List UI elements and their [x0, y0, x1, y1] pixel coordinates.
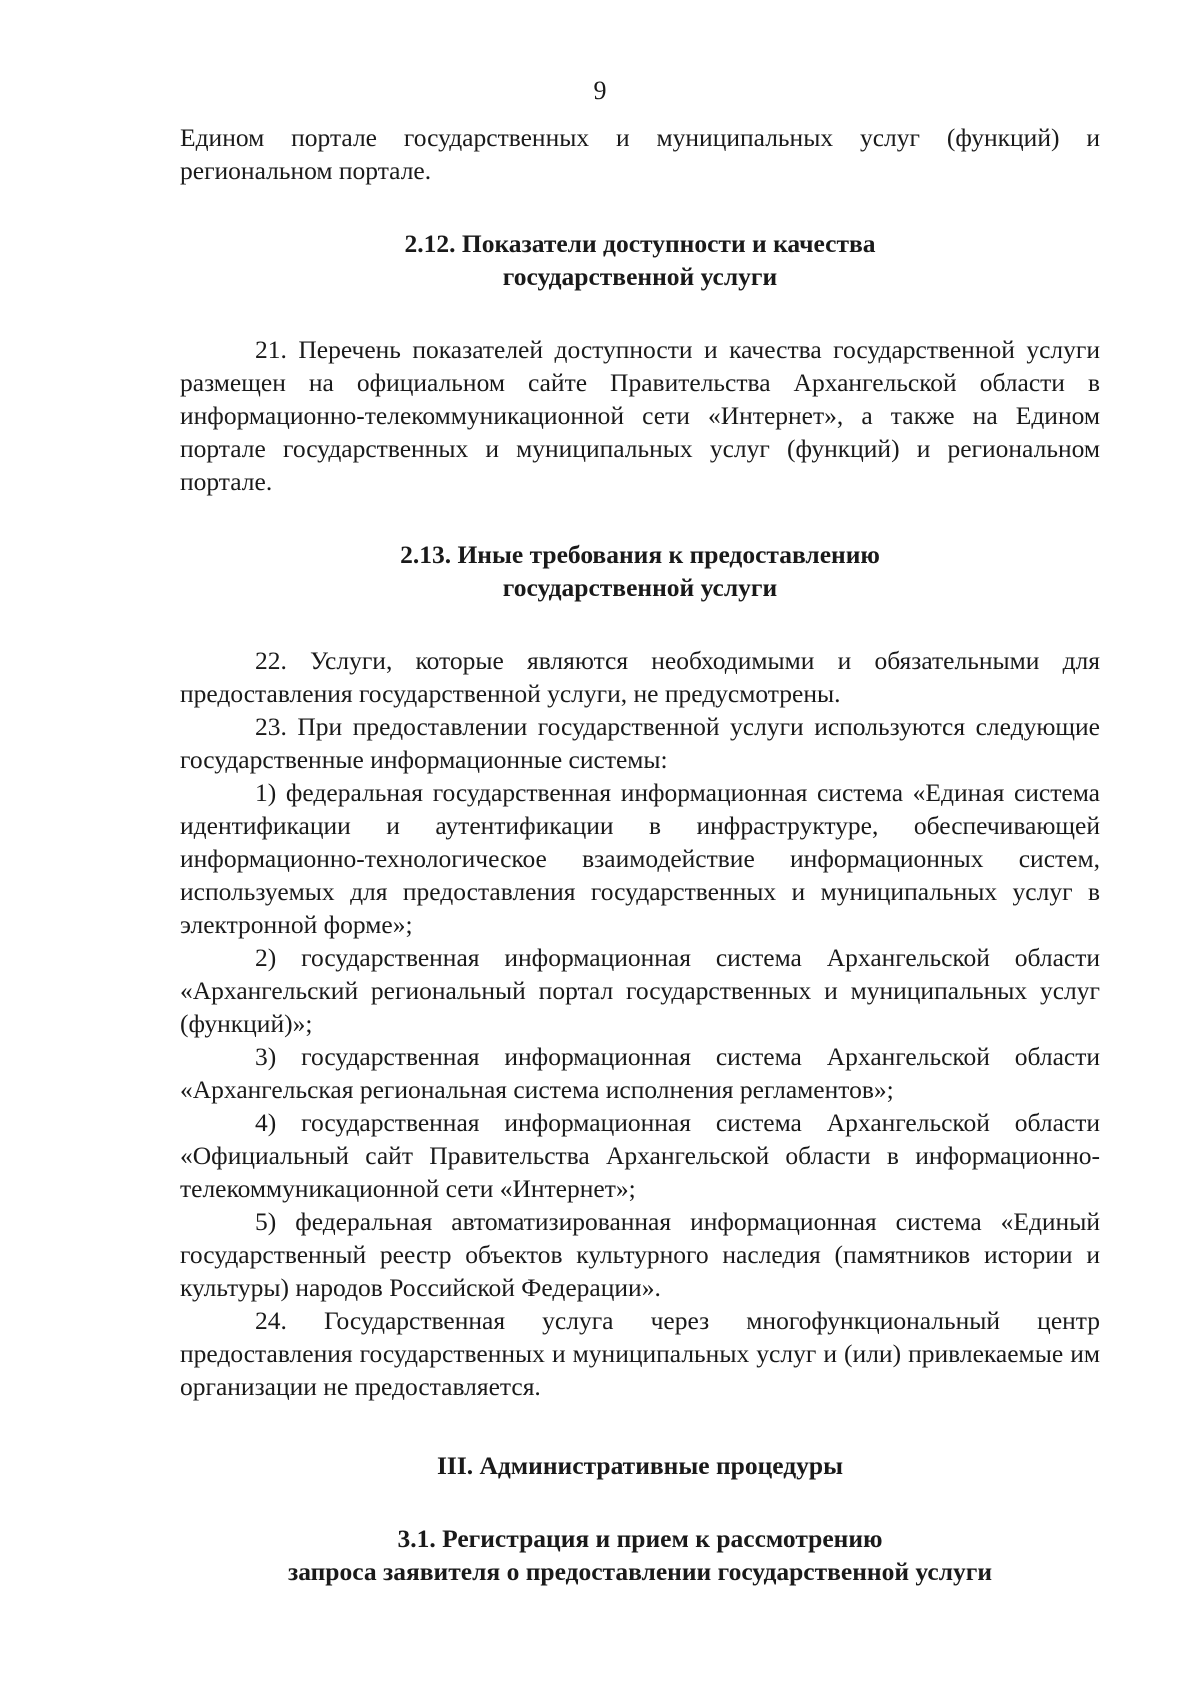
- section-III-title: III. Административные процедуры: [436, 1451, 844, 1480]
- section-2-13-title-line2: государственной услуги: [502, 573, 778, 602]
- list-item-23-2: 2) государственная информационная система Архангельской области «Архангельский региональный портал государственных и муниципальных услуг (функций)»;: [180, 943, 1100, 1038]
- section-2-12-title-line1: 2.12. Показатели доступности и качества: [404, 229, 876, 258]
- section-2-13-heading: [180, 538, 1100, 604]
- list-item-23-1: 1) федеральная государственная информационная система «Единая система идентификации и аутентификации в инфраструктуре, обеспечивающей информационно-технологическое взаимодействие информационных систем, используемых для предоставления государственных и муниципальных услуг в электронной форме»;: [180, 778, 1100, 939]
- intro-paragraph: Едином портале государственных и муниципальных услуг (функций) и региональном портале.: [180, 123, 1100, 185]
- paragraph-22: 22. Услуги, которые являются необходимыми и обязательными для предоставления государственной услуги, не предусмотрены.: [180, 646, 1100, 708]
- page-number: 9: [593, 76, 607, 105]
- section-3-1-title-line2: запроса заявителя о предоставлении государственной услуги: [287, 1557, 993, 1586]
- list-item-23-5: 5) федеральная автоматизированная информационная система «Единый государственный реестр объектов культурного наследия (памятников истории и культуры) народов Российской Федерации».: [180, 1207, 1100, 1302]
- list-item-23-3: 3) государственная информационная система Архангельской области «Архангельская региональная система исполнения регламентов»;: [180, 1042, 1100, 1104]
- paragraph-23: 23. При предоставлении государственной услуги используются следующие государственные информационные системы:: [180, 712, 1100, 774]
- section-III-heading: [180, 1449, 1100, 1482]
- section-2-12-heading: [180, 227, 1100, 293]
- paragraph-21: 21. Перечень показателей доступности и качества государственной услуги размещен на официальном сайте Правительства Архангельской области в информационно-телекоммуникационной сети «Интернет», а также на Едином портале государственных и муниципальных услуг (функций) и региональном портале.: [180, 335, 1100, 496]
- paragraph-24: 24. Государственная услуга через многофункциональный центр предоставления государственных и муниципальных услуг и (или) привлекаемые им организации не предоставляется.: [180, 1306, 1100, 1401]
- section-2-12-title-line2: государственной услуги: [502, 262, 778, 291]
- section-2-13-title-line1: 2.13. Иные требования к предоставлению: [400, 540, 880, 569]
- section-3-1-title-line1: 3.1. Регистрация и прием к рассмотрению: [397, 1524, 883, 1553]
- list-item-23-4: 4) государственная информационная система Архангельской области «Официальный сайт Правительства Архангельской области в информационно-телекоммуникационной сети «Интернет»;: [180, 1108, 1100, 1203]
- section-3-1-heading: [180, 1522, 1100, 1588]
- document-body: [180, 121, 1100, 1588]
